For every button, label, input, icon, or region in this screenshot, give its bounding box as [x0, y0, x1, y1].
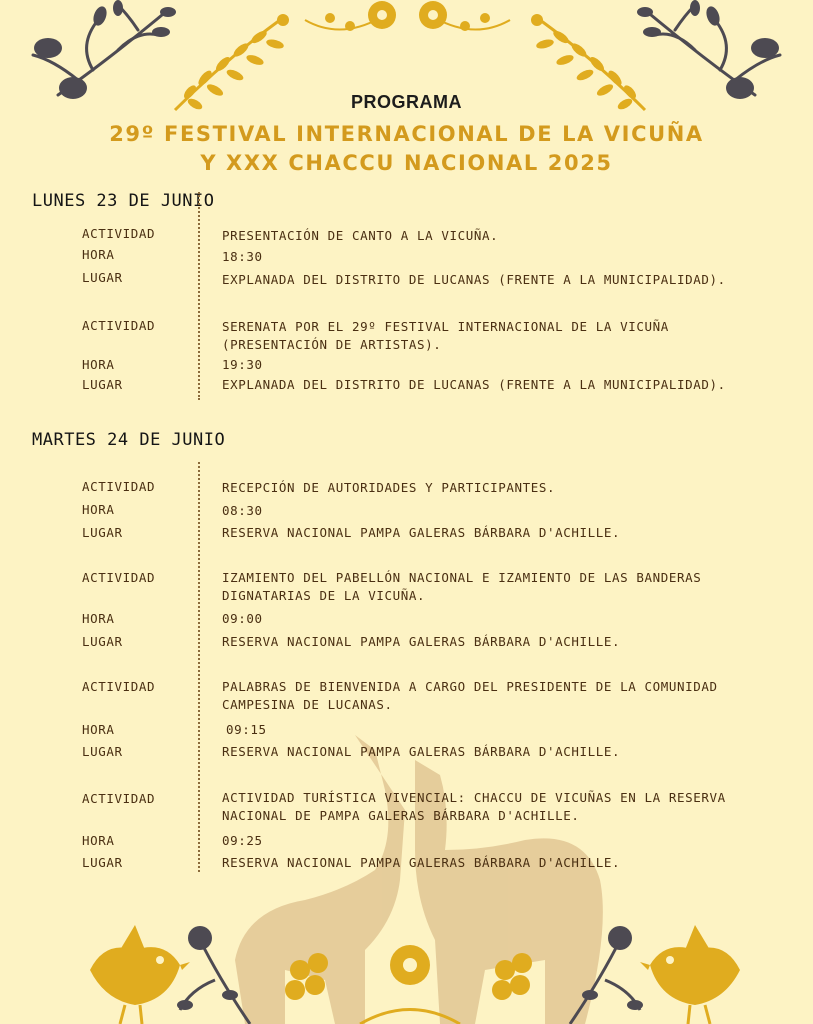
time-label: HORA — [82, 247, 115, 262]
place-value: EXPLANADA DEL DISTRITO DE LUCANAS (FRENTE A LA MUNICIPALIDAD). — [222, 377, 726, 392]
activity-label: ACTIVIDAD — [82, 479, 156, 494]
flower-icon — [300, 0, 515, 45]
day-heading-tuesday: MARTES 24 DE JUNIO — [32, 430, 226, 450]
place-label: LUGAR — [82, 525, 123, 540]
branch-icon — [170, 920, 260, 1024]
activity-text: ACTIVIDAD TURÍSTICA VIVENCIAL: CHACCU DE VICUÑAS EN LA RESERVA NACIONAL DE PAMPA GALERAS BÁRBARA D'ACHILLE. — [222, 790, 726, 823]
activity-text: IZAMIENTO DEL PABELLÓN NACIONAL E IZAMIENTO DE LAS BANDERAS DIGNATARIAS DE LA VICUÑA. — [222, 570, 702, 603]
place-label: LUGAR — [82, 270, 123, 285]
activity-text: RECEPCIÓN DE AUTORIDADES Y PARTICIPANTES. — [222, 480, 556, 495]
festival-title-line-2: Y XXX CHACCU NACIONAL 2025 — [200, 151, 613, 175]
place-value: RESERVA NACIONAL PAMPA GALERAS BÁRBARA D'ACHILLE. — [222, 855, 621, 870]
place-label: LUGAR — [82, 377, 123, 392]
activity-label: ACTIVIDAD — [82, 570, 156, 585]
branch-icon — [560, 920, 650, 1024]
place-label: LUGAR — [82, 744, 123, 759]
activity-label: ACTIVIDAD — [82, 226, 156, 241]
time-label: HORA — [82, 833, 115, 848]
activity-text: SERENATA POR EL 29º FESTIVAL INTERNACIONAL DE LA VICUÑA (PRESENTACIÓN DE ARTISTAS). — [222, 319, 669, 352]
place-value: RESERVA NACIONAL PAMPA GALERAS BÁRBARA D'ACHILLE. — [222, 525, 621, 540]
day-heading-monday: LUNES 23 DE JUNIO — [32, 191, 215, 211]
activity-label: ACTIVIDAD — [82, 791, 156, 806]
time-value: 09:00 — [222, 611, 263, 626]
flower-icon — [260, 935, 560, 1024]
place-label: LUGAR — [82, 855, 123, 870]
timeline-divider — [198, 462, 200, 872]
time-value: 18:30 — [222, 249, 263, 264]
bird-icon — [640, 920, 750, 1024]
time-value: 09:15 — [226, 722, 267, 737]
program-label: PROGRAMA — [351, 92, 462, 112]
time-label: HORA — [82, 611, 115, 626]
time-label: HORA — [82, 722, 115, 737]
place-value: RESERVA NACIONAL PAMPA GALERAS BÁRBARA D'ACHILLE. — [222, 634, 621, 649]
place-value: RESERVA NACIONAL PAMPA GALERAS BÁRBARA D'ACHILLE. — [222, 744, 621, 759]
timeline-divider — [198, 192, 200, 400]
festival-title-line-1: 29º FESTIVAL INTERNACIONAL DE LA VICUÑA — [109, 122, 704, 146]
time-label: HORA — [82, 502, 115, 517]
activity-text: PRESENTACIÓN DE CANTO A LA VICUÑA. — [222, 228, 499, 243]
time-value: 08:30 — [222, 503, 263, 518]
place-value: EXPLANADA DEL DISTRITO DE LUCANAS (FRENTE A LA MUNICIPALIDAD). — [222, 272, 726, 287]
time-value: 19:30 — [222, 357, 263, 372]
time-value: 09:25 — [222, 833, 263, 848]
place-label: LUGAR — [82, 634, 123, 649]
activity-text: PALABRAS DE BIENVENIDA A CARGO DEL PRESIDENTE DE LA COMUNIDAD CAMPESINA DE LUCANAS. — [222, 679, 718, 712]
time-label: HORA — [82, 357, 115, 372]
activity-label: ACTIVIDAD — [82, 679, 156, 694]
activity-label: ACTIVIDAD — [82, 318, 156, 333]
